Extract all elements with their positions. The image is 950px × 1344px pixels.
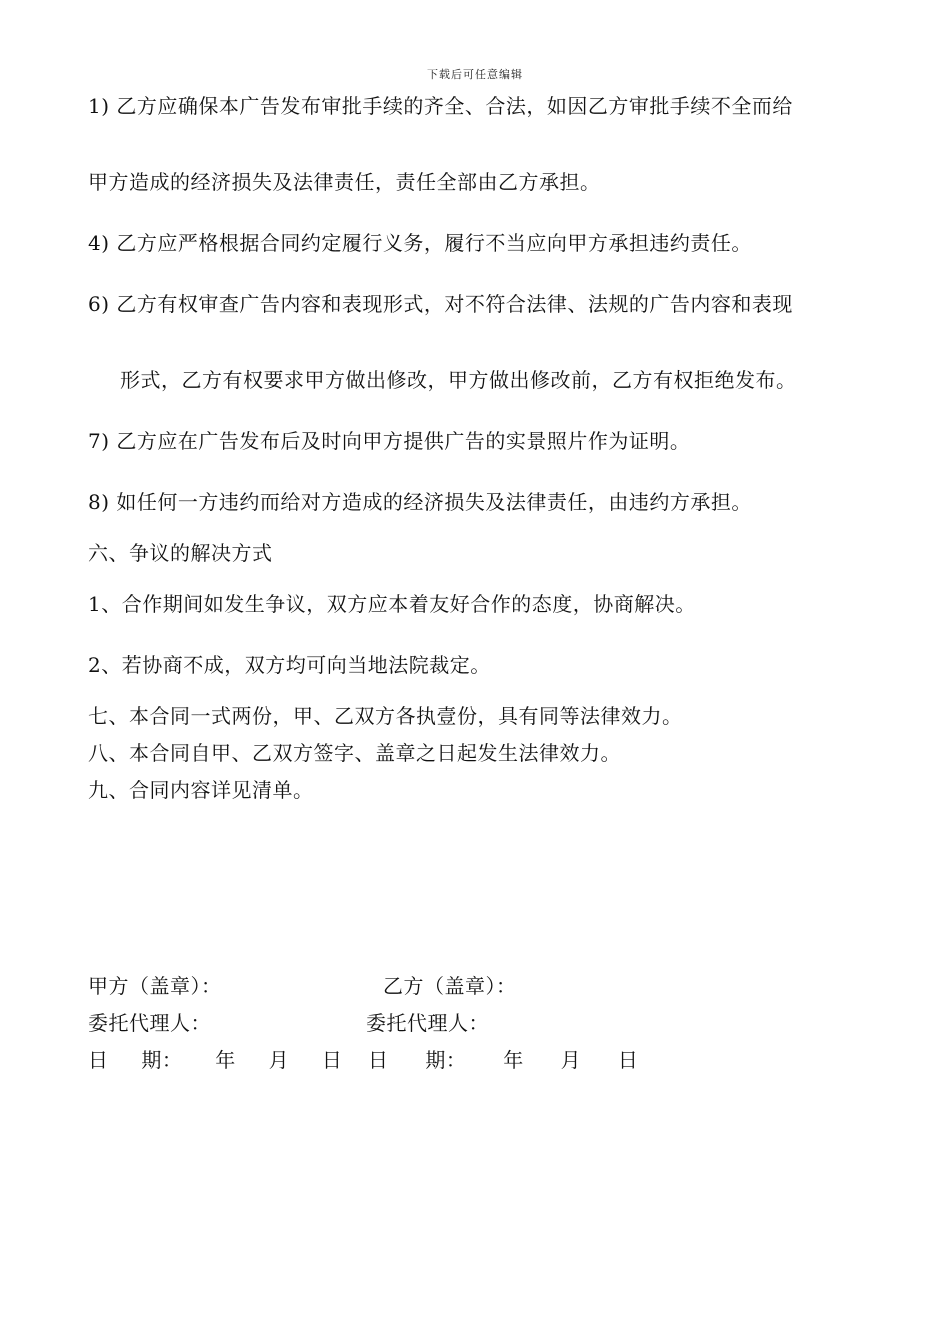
clause-1-cont: 甲方造成的经济损失及法律责任，责任全部由乙方承担。 (88, 170, 601, 194)
section-6-item-2: 2、若协商不成，双方均可向当地法院裁定。 (88, 653, 491, 677)
party-a-seal-label: 甲方（盖章）： (88, 974, 222, 998)
page-header: 下载后可任意编辑 (427, 68, 523, 81)
party-a-date-label: 日 期： 年 月 日 (88, 1048, 343, 1072)
clause-4: 4) 乙方应严格根据合同约定履行义务，履行不当应向甲方承担违约责任。 (88, 231, 752, 255)
clause-6-cont: 形式，乙方有权要求甲方做出修改，甲方做出修改前，乙方有权拒绝发布。 (120, 368, 797, 392)
party-a-agent-label: 委托代理人： (88, 1011, 211, 1035)
party-b-date-label: 日 期： 年 月 日 (368, 1048, 639, 1072)
section-6-heading: 六、争议的解决方式 (88, 541, 273, 565)
clause-8: 8) 如任何一方违约而给对方造成的经济损失及法律责任，由违约方承担。 (88, 490, 752, 514)
clause-6: 6) 乙方有权审查广告内容和表现形式，对不符合法律、法规的广告内容和表现 (88, 292, 793, 316)
section-9: 九、合同内容详见清单。 (88, 778, 314, 802)
party-b-seal-label: 乙方（盖章）： (383, 974, 517, 998)
section-8: 八、本合同自甲、乙双方签字、盖章之日起发生法律效力。 (88, 741, 621, 765)
party-b-agent-label: 委托代理人： (366, 1011, 489, 1035)
section-6-item-1: 1、合作期间如发生争议，双方应本着友好合作的态度，协商解决。 (88, 592, 696, 616)
clause-7: 7) 乙方应在广告发布后及时向甲方提供广告的实景照片作为证明。 (88, 429, 691, 453)
section-7: 七、本合同一式两份，甲、乙双方各执壹份，具有同等法律效力。 (88, 704, 683, 728)
clause-1: 1) 乙方应确保本广告发布审批手续的齐全、合法，如因乙方审批手续不全而给 (88, 94, 793, 118)
